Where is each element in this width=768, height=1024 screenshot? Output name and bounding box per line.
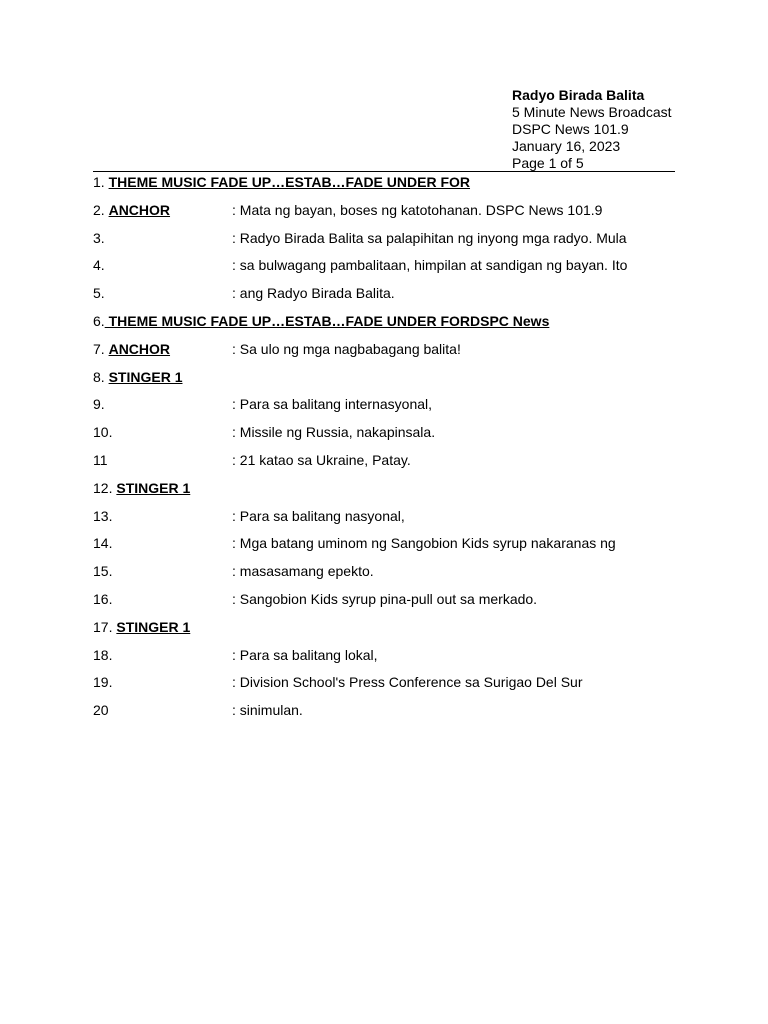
script-line (93, 478, 693, 506)
script-lines (93, 172, 693, 728)
script-text: : Mga batang uminom ng Sangobion Kids syrup nakaranas ng (232, 535, 616, 552)
production-cue: THEME MUSIC FADE UP…ESTAB…FADE UNDER FOR (108, 174, 471, 190)
script-text: : Radyo Birada Balita sa palapihitan ng inyong mga radyo. Mula (232, 229, 627, 246)
line-number: 19. (93, 674, 113, 691)
script-line (93, 394, 693, 422)
line-number: 15. (93, 563, 113, 580)
program-title: Radyo Birada Balita (512, 87, 645, 103)
script-text: : Para sa balitang internasyonal, (232, 396, 433, 413)
script-line (93, 172, 693, 200)
production-cue: STINGER 1 (116, 618, 191, 635)
script-line (93, 367, 693, 395)
line-number: 11 (93, 451, 108, 468)
line-number: 18. (93, 646, 113, 663)
script-line (93, 255, 693, 283)
production-cue: ANCHOR (108, 340, 171, 357)
script-line (93, 450, 693, 478)
line-number: 20 (93, 702, 109, 719)
line-number: 14. (93, 535, 113, 552)
station-name: DSPC News 101.9 (512, 121, 629, 137)
script-line (93, 645, 693, 673)
script-text: : ang Radyo Birada Balita. (232, 285, 395, 302)
script-text: : Mata ng bayan, boses ng katotohanan. DSPC News 101.9 (232, 201, 603, 218)
production-cue: ANCHOR (108, 201, 171, 218)
line-number: 9. (93, 396, 105, 413)
page-indicator: Page 1 of 5 (512, 155, 584, 171)
line-number: 6. (93, 312, 105, 329)
script-line (93, 589, 693, 617)
line-number: 16. (93, 590, 113, 607)
line-number: 3. (93, 229, 105, 246)
line-number: 7. (93, 340, 109, 357)
script-line (93, 339, 693, 367)
line-number: 10. (93, 424, 113, 441)
production-cue: STINGER 1 (116, 479, 191, 496)
line-label (93, 339, 170, 359)
script-text: : Sa ulo ng mga nagbabagang balita! (232, 340, 461, 357)
line-number: 2. (93, 201, 109, 218)
script-text: : Para sa balitang nasyonal, (232, 507, 405, 524)
script-text: : Para sa balitang lokal, (232, 646, 378, 663)
script-text: : masasamang epekto. (232, 563, 374, 580)
broadcast-date: January 16, 2023 (512, 138, 621, 154)
production-cue: THEME MUSIC FADE UP…ESTAB…FADE UNDER FORDSPC News (104, 312, 550, 329)
script-text: : sa bulwagang pambalitaan, himpilan at sandigan ng bayan. Ito (232, 257, 628, 274)
script-text: : Missile ng Russia, nakapinsala. (232, 424, 436, 441)
script-line (93, 228, 693, 256)
script-text: : 21 katao sa Ukraine, Patay. (232, 451, 411, 468)
production-cue: STINGER 1 (108, 368, 183, 385)
script-line (93, 200, 693, 228)
line-number: 12. (93, 479, 117, 496)
line-number: 5. (93, 285, 105, 302)
script-line (93, 617, 693, 645)
script-line (93, 700, 693, 728)
program-subtitle: 5 Minute News Broadcast (512, 104, 672, 120)
line-label (93, 200, 170, 220)
header-block (512, 87, 692, 172)
script-text: : Division School's Press Conference sa Surigao Del Sur (232, 674, 583, 691)
script-line (93, 283, 693, 311)
line-number: 13. (93, 507, 113, 524)
script-line (93, 561, 693, 589)
script-line (93, 672, 693, 700)
script-text: : Sangobion Kids syrup pina-pull out sa merkado. (232, 590, 538, 607)
line-number: 17. (93, 618, 117, 635)
line-number: 1. (93, 174, 109, 190)
script-line (93, 533, 693, 561)
script-line (93, 506, 693, 534)
script-line (93, 311, 693, 339)
script-text: : sinimulan. (232, 702, 303, 719)
line-number: 8. (93, 368, 109, 385)
line-number: 4. (93, 257, 105, 274)
script-line (93, 422, 693, 450)
